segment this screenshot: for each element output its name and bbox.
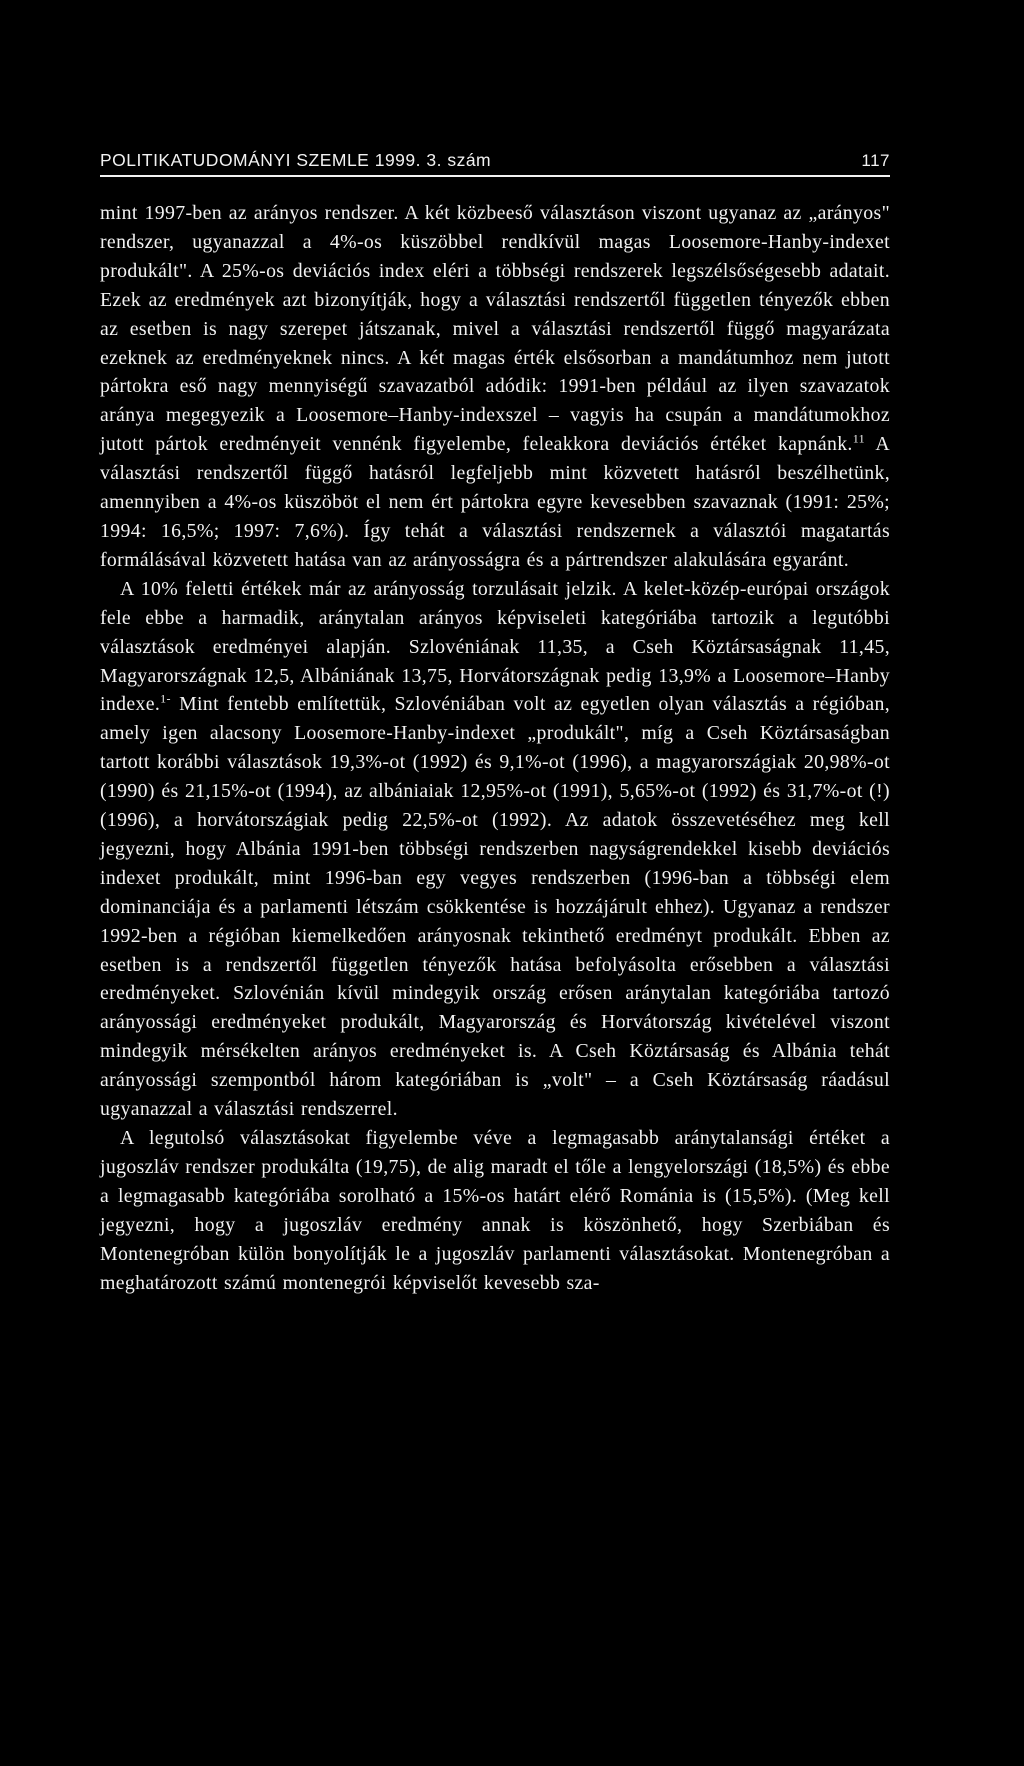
paragraph-text: A 10% feletti értékek már az arányosság torzulásait jelzik. A kelet-közép-európai országok fele ebbe a harmadik, aránytalan arányos képviseleti kategóriába tartozik a legutóbbi választások eredményei alapján. Szlovéniának 11,35, a Cseh Köztársaságnak 11,45, Magyarországnak 12,5, Albániának 13,75, Horvátországnak pedig 13,9% a Loosemore–Hanby indexe. [100, 577, 890, 716]
page [100, 150, 890, 1297]
running-header [100, 150, 890, 177]
page-number: 117 [861, 151, 890, 170]
body-text [100, 199, 890, 1297]
journal-title: POLITIKATUDOMÁNYI SZEMLE 1999. 3. szám [100, 150, 492, 170]
paragraph-text: Mint fentebb említettük, Szlovéniában volt az egyetlen olyan választás a régióban, amely igen alacsony Loosemore-Hanby-indexet „produkált", míg a Cseh Köztársaságban tartott korábbi választások 19,3%-ot (1992) és 9,1%-ot (1996), a magyarországiak 20,98%-ot (1990) és 21,15%-ot (1994), az albániaiak 12,95%-ot (1991), 5,65%-ot (1992) és 31,7%-ot (!) (1996), a horvátországiak pedig 22,5%-ot (1992). Az adatok összevetéséhez meg kell jegyezni, hogy Albánia 1991-ben többségi rendszerben nagyságrendekkel kisebb deviációs indexet produkált, mint 1996-ban egy vegyes rendszerben (1996-ban a többségi elem dominanciája és a parlamenti létszám csökkentése is hozzájárult ehhez). Ugyanaz a rendszer 1992-ben a régióban kiemelkedően arányosnak tekinthető eredményt produkált. Ebben az esetben is a rendszertől független tényezők hatása befolyásolta erősebben a választási eredményeket. Szlovénián kívül mindegyik ország erősen aránytalan kategóriába tartozó arányossági eredményeket produkált, Magyarország és Horvátország kivételével viszont mindegyik mérsékelten arányos eredményeket is. A Cseh Köztársaság és Albánia tehát arányossági szempontból három kategóriában is „volt" – a Cseh Köztársaság ráadásul ugyanazzal a választási rendszerrel. [100, 693, 890, 1121]
footnote-ref: 1- [160, 691, 171, 706]
paragraph [100, 1124, 890, 1297]
paragraph [100, 199, 890, 575]
paragraph [100, 575, 890, 1124]
paragraph-text: A választási rendszertől függő hatásról legfeljebb mint közvetett hatásról beszélhetünk, amennyiben a 4%-os küszöböt el nem ért pártokra egyre kevesebben szavaznak (1991: 25%; 1994: 16,5%; 1997: 7,6%). Így tehát a választási rendszernek a választói magatartás formálásával közvetett hatása van az arányosságra és a pártrendszer alakulására egyaránt. [100, 433, 890, 571]
paragraph-text: mint 1997-ben az arányos rendszer. A két közbeeső választáson viszont ugyanaz az „arányos" rendszer, ugyanazzal a 4%-os küszöbbel rendkívül magas Loosemore-Hanby-indexet produkált". A 25%-os deviációs index eléri a többségi rendszerek legszélsőségesebb adatait. Ezek az eredmények azt bizonyítják, hogy a választási rendszertől független tényezők ebben az esetben is nagy szerepet játszanak, mivel a választási rendszertől függő magyarázata ezeknek az eredményeknek nincs. A két magas érték elsősorban a mandátumhoz nem jutott pártokra eső nagy mennyiségű szavazatból adódik: 1991-ben például az ilyen szavazatok aránya megegyezik a Loosemore–Hanby-indexszel – vagyis ha csupán a mandátumokhoz jutott pártok eredményeit vennénk figyelembe, feleakkora deviációs értéket kapnánk. [100, 202, 890, 456]
paragraph-text: A legutolsó választásokat figyelembe véve a legmagasabb aránytalansági értéket a jugoszláv rendszer produkálta (19,75), de alig maradt el tőle a lengyelországi (18,5%) és ebbe a legmagasabb kategóriába sorolható a 15%-os határt elérő Románia is (15,5%). (Meg kell jegyezni, hogy a jugoszláv eredmény annak is köszönhető, hogy Szerbiában és Montenegróban külön bonyolítják le a jugoszláv parlamenti választásokat. Montenegróban a meghatározott számú montenegrói képviselőt kevesebb sza- [100, 1127, 890, 1294]
footnote-ref: 11 [852, 431, 865, 446]
